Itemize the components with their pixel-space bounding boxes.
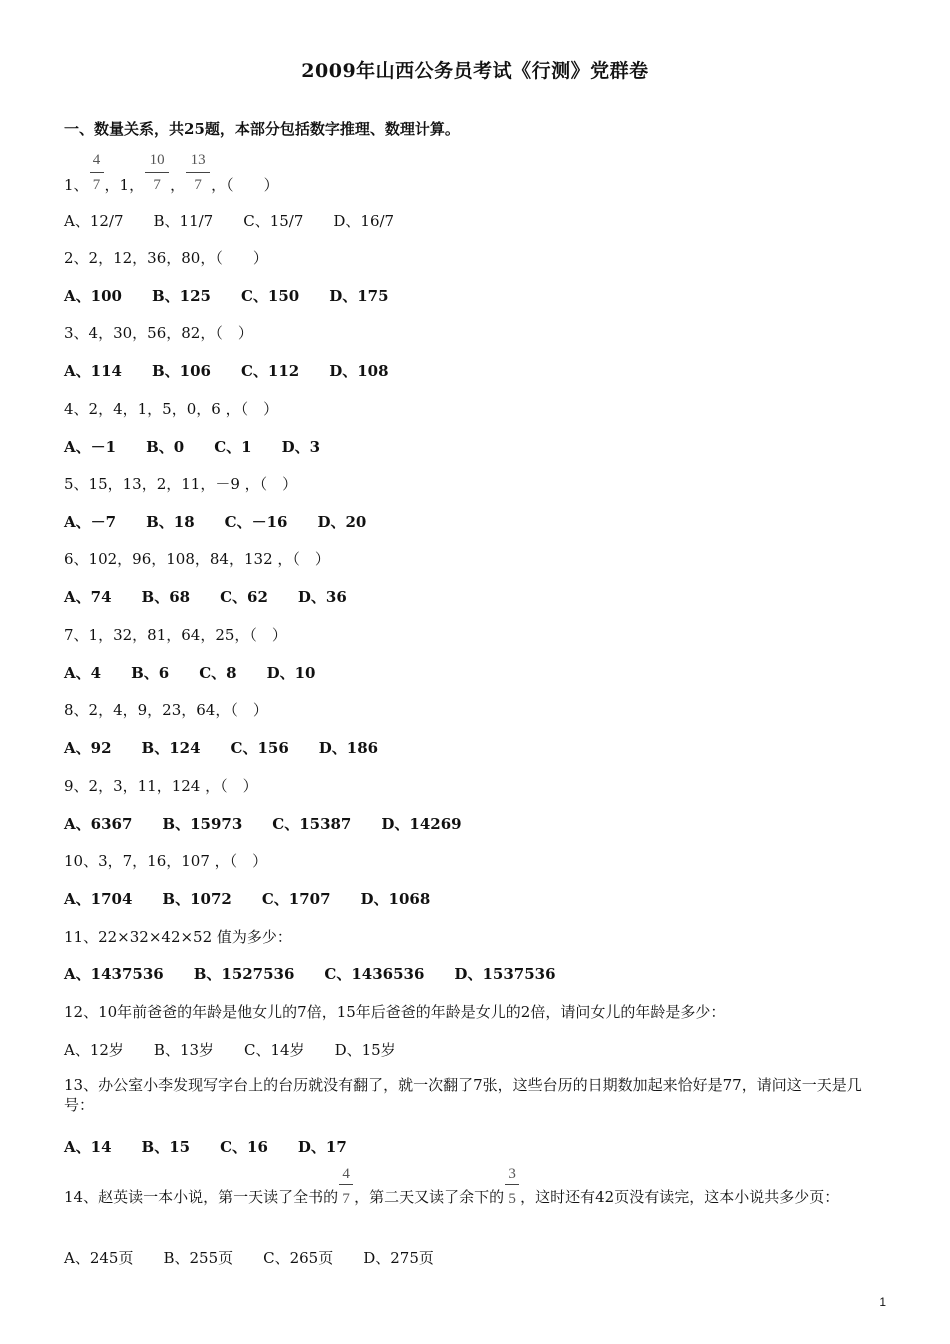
- answer-options-7: A、4 B、6 C、8 D、10: [64, 664, 316, 682]
- fraction: $\frac{4}{7}$: [338, 1192, 354, 1202]
- answer-options-9: A、6367 B、15973 C、15387 D、14269: [64, 815, 462, 833]
- question-5: 5、15，13，2，11，－9 ，（ ）: [64, 475, 298, 493]
- answer-options-13: A、14 B、15 C、16 D、17: [64, 1138, 347, 1156]
- question-11: 11、22×32×42×52 值为多少：: [64, 928, 292, 946]
- question-13: 13、办公室小李发现写字台上的台历就没有翻了，就一次翻了7张，这些台历的日期数加起来恰好是77，请问这一天是几号：: [64, 1076, 862, 1114]
- answer-options-11: A、1437536 B、1527536 C、1436536 D、1537536: [64, 965, 556, 983]
- question-8: 8、2，4，9，23，64，（ ）: [64, 701, 268, 719]
- fraction: $\frac{3}{5}$: [504, 1192, 520, 1202]
- page-number: 1: [879, 1295, 886, 1309]
- answer-options-6: A、74 B、68 C、62 D、36: [64, 588, 347, 606]
- question-number: 1、: [64, 176, 89, 194]
- question-14: 14、赵英读一本小说，第一天读了全书的 $\frac{4}{7}$ ，第二天又读了余下的 $\frac{3}{5}$ ，这时还有42页没有读完，这本小说共多少页：: [64, 1166, 840, 1207]
- question-7: 7、1，32，81，64，25，（ ）: [64, 626, 287, 644]
- fraction: $\frac{13}{7}$: [185, 180, 211, 190]
- question-6: 6、102，96，108，84，132 ，（ ）: [64, 550, 330, 568]
- question-10: 10、3，7，16，107 ，（ ）: [64, 852, 268, 870]
- answer-options-1: A、12/7 B、11/7 C、15/7 D、16/7: [64, 212, 395, 230]
- section-heading: 一、数量关系，共25题，本部分包括数字推理、数理计算。: [64, 120, 460, 138]
- answer-options-4: A、－1 B、0 C、1 D、3: [64, 438, 321, 456]
- answer-options-5: A、－7 B、18 C、－16 D、20: [64, 513, 367, 531]
- answer-options-12: A、12岁 B、13岁 C、14岁 D、15岁: [64, 1041, 396, 1059]
- question-9: 9、2，3，11，124 ，（ ）: [64, 777, 258, 795]
- answer-options-14: A、245页 B、255页 C、265页 D、275页: [64, 1249, 434, 1267]
- question-2: 2、2，12，36，80，（ ）: [64, 249, 268, 267]
- answer-options-2: A、100 B、125 C、150 D、175: [64, 287, 389, 305]
- answer-options-8: A、92 B、124 C、156 D、186: [64, 739, 379, 757]
- question-3: 3、4，30，56，82，（ ）: [64, 324, 253, 342]
- answer-options-3: A、114 B、106 C、112 D、108: [64, 362, 389, 380]
- question-1: 1、 $\frac{4}{7}$ ，1， $\frac{10}{7}$ ， $\frac{13}{7}$ ，（ ）: [64, 152, 279, 194]
- question-12: 12、10年前爸爸的年龄是他女儿的7倍，15年后爸爸的年龄是女儿的2倍，请问女儿的年龄是多少：: [64, 1003, 726, 1021]
- answer-options-10: A、1704 B、1072 C、1707 D、1068: [64, 890, 431, 908]
- fraction: $\frac{4}{7}$: [89, 180, 105, 190]
- page-title: 2009年山西公务员考试《行测》党群卷: [301, 60, 649, 82]
- fraction: $\frac{10}{7}$: [144, 180, 170, 190]
- question-4: 4、2，4，1，5，0，6 ，（ ）: [64, 400, 279, 418]
